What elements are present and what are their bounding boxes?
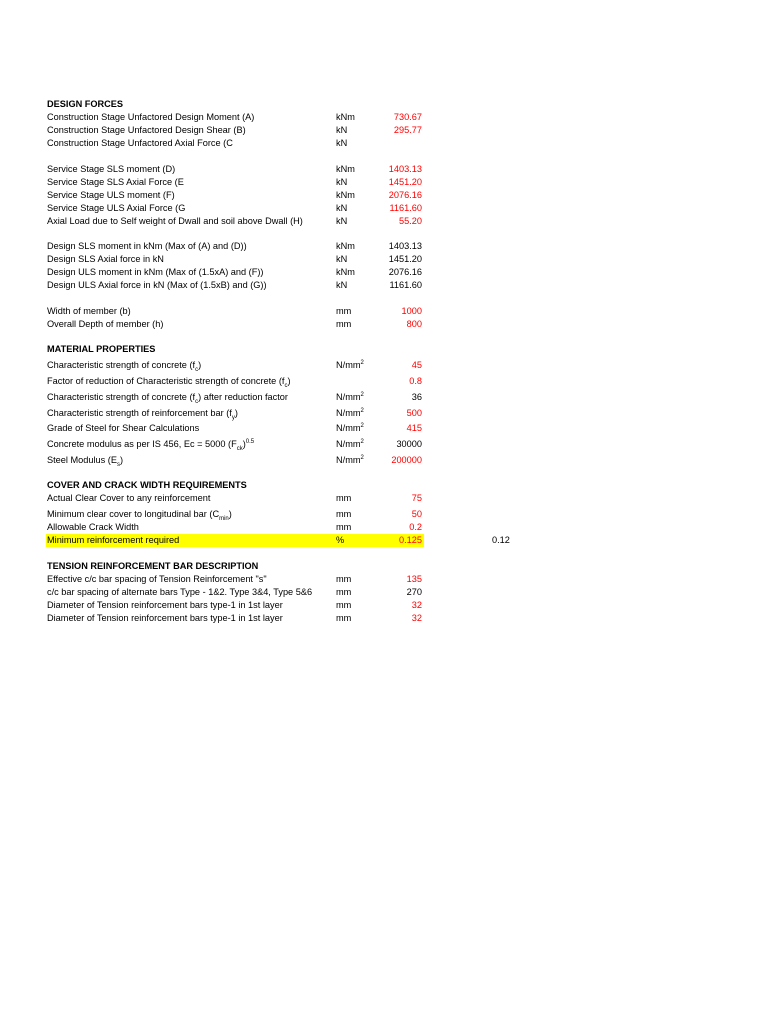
- table-row[interactable]: [0, 391, 768, 404]
- row-value[interactable]: 0.2: [409, 522, 422, 532]
- row-value[interactable]: 32: [411, 600, 422, 610]
- row-value[interactable]: 730.67: [393, 112, 422, 122]
- row-label: Diameter of Tension reinforcement bars type-1 in 1st layer: [47, 613, 283, 623]
- row-label: Design SLS Axial force in kN: [47, 254, 164, 264]
- row-unit: kN: [336, 254, 348, 264]
- row-unit: mm: [336, 319, 352, 329]
- row-value[interactable]: 1403.13: [388, 164, 422, 174]
- row-unit: $N/mm^2$: [336, 438, 364, 449]
- row-value[interactable]: 32: [411, 613, 422, 623]
- table-row[interactable]: [0, 240, 768, 253]
- row-label: Construction Stage Unfactored Design Shear (B): [47, 125, 246, 135]
- row-label: Concrete modulus as per IS 456, Ec = 5000 $(F_{ck})^{0.5}$: [47, 438, 255, 452]
- row-label: Diameter of Tension reinforcement bars type-1 in 1st layer: [47, 600, 283, 610]
- row-unit: mm: [336, 509, 352, 519]
- row-value[interactable]: 36: [411, 392, 422, 402]
- table-row[interactable]: [0, 189, 768, 202]
- table-row[interactable]: [0, 407, 768, 420]
- row-value[interactable]: 45: [411, 360, 422, 370]
- row-unit: kN: [336, 280, 348, 290]
- table-row[interactable]: [0, 438, 768, 451]
- row-label: Minimum reinforcement required: [47, 535, 180, 545]
- row-extra-value[interactable]: 0.12: [492, 535, 510, 545]
- row-unit: kNm: [336, 164, 355, 174]
- row-unit: mm: [336, 574, 352, 584]
- table-row[interactable]: [0, 422, 768, 435]
- row-unit: $N/mm^2$: [336, 359, 364, 370]
- row-value[interactable]: 2076.16: [388, 267, 422, 277]
- table-row[interactable]: [0, 305, 768, 318]
- table-row[interactable]: [0, 163, 768, 176]
- row-unit: mm: [336, 522, 352, 532]
- row-value[interactable]: 135: [406, 574, 422, 584]
- row-label: Characteristic strength of reinforcement bar $(f_y)$: [47, 408, 238, 421]
- row-value[interactable]: 295.77: [393, 125, 422, 135]
- row-value[interactable]: 50: [411, 509, 422, 519]
- row-unit: kN: [336, 138, 348, 148]
- row-label: Service Stage SLS Axial Force (E: [47, 177, 184, 187]
- section-header-tension-bars: [0, 560, 768, 573]
- section-header-design-forces: [0, 98, 768, 111]
- row-value[interactable]: 75: [411, 493, 422, 503]
- row-unit: kN: [336, 125, 348, 135]
- section-heading: DESIGN FORCES: [47, 99, 124, 109]
- row-label: Steel Modulus $(E_s)$: [47, 455, 124, 468]
- section-header-cover-crack: [0, 479, 768, 492]
- section-heading: COVER AND CRACK WIDTH REQUIREMENTS: [47, 480, 247, 490]
- row-label: Effective c/c bar spacing of Tension Reinforcement "s": [47, 574, 267, 584]
- table-row[interactable]: [0, 586, 768, 599]
- table-row[interactable]: [0, 599, 768, 612]
- table-row-highlighted[interactable]: [0, 534, 768, 547]
- row-label: Design ULS Axial force in kN (Max of (1.5xB) and (G)): [47, 280, 267, 290]
- row-label: Axial Load due to Self weight of Dwall and soil above Dwall (H): [47, 216, 303, 226]
- row-label: Design ULS moment in kNm (Max of (1.5xA) and (F)): [47, 267, 264, 277]
- table-row[interactable]: [0, 454, 768, 467]
- table-row[interactable]: [0, 137, 768, 150]
- row-unit: kNm: [336, 112, 355, 122]
- table-row[interactable]: [0, 612, 768, 625]
- row-unit: mm: [336, 587, 352, 597]
- table-row[interactable]: [0, 202, 768, 215]
- table-row[interactable]: [0, 176, 768, 189]
- row-value[interactable]: 0.125: [399, 535, 422, 545]
- row-value[interactable]: 1451.20: [388, 177, 422, 187]
- row-label: Width of member (b): [47, 306, 131, 316]
- row-unit: kN: [336, 203, 348, 213]
- row-label: Grade of Steel for Shear Calculations: [47, 423, 200, 433]
- row-value[interactable]: 0.8: [409, 376, 422, 386]
- row-value[interactable]: 200000: [391, 455, 422, 465]
- table-row[interactable]: [0, 508, 768, 521]
- row-label: Allowable Crack Width: [47, 522, 139, 532]
- table-row[interactable]: [0, 111, 768, 124]
- row-label: Overall Depth of member (h): [47, 319, 164, 329]
- row-label: Service Stage ULS Axial Force (G: [47, 203, 186, 213]
- row-unit: kNm: [336, 190, 355, 200]
- row-unit: $N/mm^2$: [336, 422, 364, 433]
- row-label: Design SLS moment in kNm (Max of (A) and (D)): [47, 241, 247, 251]
- row-value[interactable]: 55.20: [399, 216, 422, 226]
- row-label: Actual Clear Cover to any reinforcement: [47, 493, 211, 503]
- row-unit: mm: [336, 493, 352, 503]
- row-label: Service Stage ULS moment (F): [47, 190, 175, 200]
- table-row[interactable]: [0, 124, 768, 137]
- row-unit: mm: [336, 306, 352, 316]
- row-label: Construction Stage Unfactored Axial Force (C: [47, 138, 233, 148]
- row-unit: mm: [336, 600, 352, 610]
- row-value[interactable]: 1161.60: [389, 203, 422, 213]
- row-value[interactable]: 2076.16: [388, 190, 422, 200]
- table-row[interactable]: [0, 318, 768, 331]
- table-row[interactable]: [0, 266, 768, 279]
- row-value[interactable]: 1000: [401, 306, 422, 316]
- table-row[interactable]: [0, 253, 768, 266]
- row-label: Minimum clear cover to longitudinal bar $(C_{min})$: [47, 509, 232, 522]
- row-label: c/c bar spacing of alternate bars Type - 1&2. Type 3&4, Type 5&6: [47, 587, 313, 597]
- row-unit: kNm: [336, 267, 355, 277]
- row-label: Characteristic strength of concrete $(f_c)$ after reduction factor: [47, 392, 288, 405]
- section-header-material-properties: [0, 343, 768, 356]
- table-row[interactable]: [0, 279, 768, 292]
- row-unit: mm: [336, 613, 352, 623]
- row-unit: %: [336, 535, 345, 545]
- table-row[interactable]: [0, 521, 768, 534]
- row-value[interactable]: 1403.13: [388, 241, 422, 251]
- row-unit: kNm: [336, 241, 355, 251]
- row-label: Construction Stage Unfactored Design Moment (A): [47, 112, 255, 122]
- table-row[interactable]: [0, 573, 768, 586]
- row-label: Factor of reduction of Characteristic strength of concrete $(f_c)$: [47, 376, 291, 389]
- row-value[interactable]: 270: [406, 587, 422, 597]
- row-label: Service Stage SLS moment (D): [47, 164, 176, 174]
- table-row[interactable]: [0, 359, 768, 372]
- section-heading: MATERIAL PROPERTIES: [47, 344, 156, 354]
- row-unit: $N/mm^2$: [336, 391, 364, 402]
- row-value[interactable]: 30000: [396, 439, 422, 449]
- row-value[interactable]: 1161.60: [389, 280, 422, 290]
- row-unit: $N/mm^2$: [336, 407, 364, 418]
- row-unit: kN: [336, 177, 348, 187]
- row-value[interactable]: 500: [406, 408, 422, 418]
- section-heading: TENSION REINFORCEMENT BAR DESCRIPTION: [47, 561, 259, 571]
- table-row[interactable]: [0, 375, 768, 388]
- table-row[interactable]: [0, 215, 768, 228]
- row-value[interactable]: 1451.20: [388, 254, 422, 264]
- row-value[interactable]: 415: [406, 423, 422, 433]
- row-unit: $N/mm^2$: [336, 454, 364, 465]
- row-unit: kN: [336, 216, 348, 226]
- table-row[interactable]: [0, 492, 768, 505]
- row-label: Characteristic strength of concrete $(f_c)$: [47, 360, 202, 373]
- row-value[interactable]: 800: [406, 319, 422, 329]
